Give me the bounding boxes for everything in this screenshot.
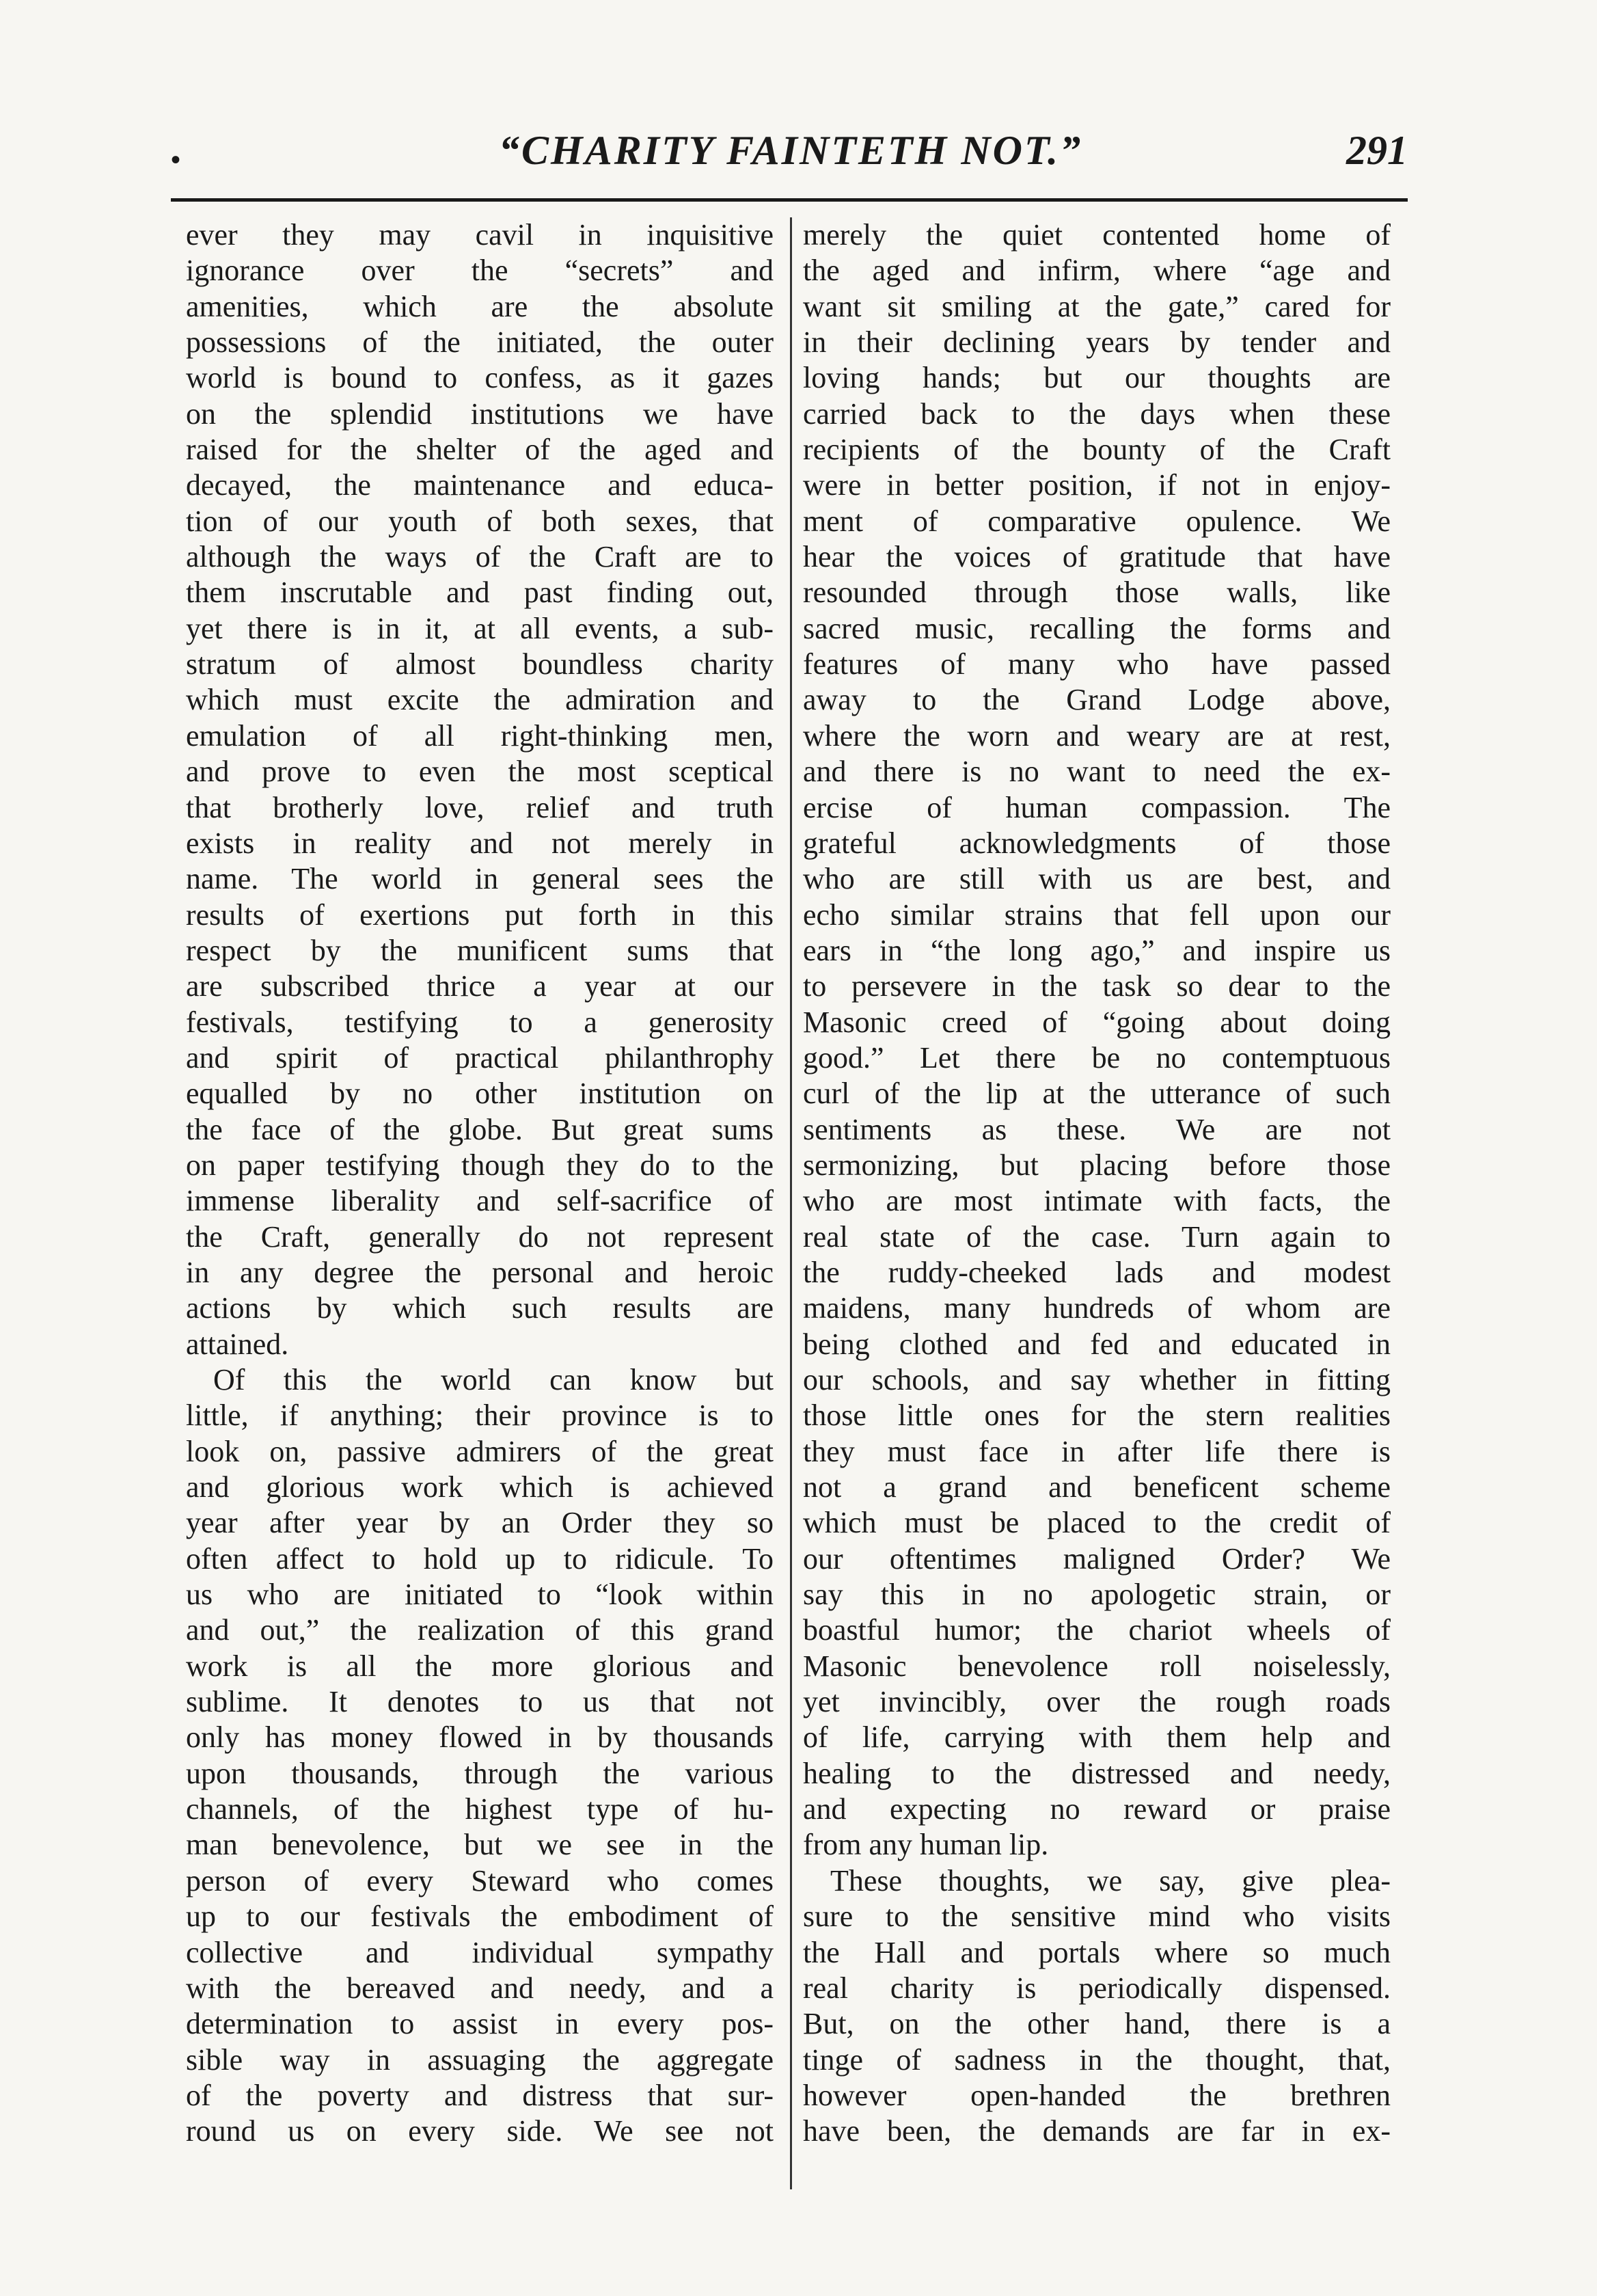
text-line: to persevere in the task so dear to the bbox=[803, 969, 1391, 1003]
text-line: upon thousands, through the various bbox=[186, 1756, 774, 1790]
text-line: and expecting no reward or praise bbox=[803, 1792, 1391, 1826]
text-line: round us on every side. We see not bbox=[186, 2114, 774, 2148]
header-rule bbox=[171, 198, 1408, 202]
text-line: man benevolence, but we see in the bbox=[186, 1828, 774, 1862]
text-line: good.” Let there be no contemptuous bbox=[803, 1040, 1391, 1075]
text-line: determination to assist in every pos- bbox=[186, 2007, 774, 2041]
text-line: ever they may cavil in inquisitive bbox=[186, 218, 774, 252]
text-line: attained. bbox=[186, 1327, 289, 1361]
text-line: Of this the world can know but bbox=[213, 1363, 774, 1396]
text-line: hear the voices of gratitude that have bbox=[803, 540, 1391, 574]
text-line: although the ways of the Craft are to bbox=[186, 540, 774, 574]
text-line: But, on the other hand, there is a bbox=[803, 2007, 1391, 2041]
text-line: and there is no want to need the ex- bbox=[803, 755, 1391, 789]
text-line: say this in no apologetic strain, or bbox=[803, 1578, 1391, 1612]
text-line: stratum of almost boundless charity bbox=[186, 647, 774, 681]
text-line: year after year by an Order they so bbox=[186, 1506, 774, 1540]
text-line: boastful humor; the chariot wheels of bbox=[803, 1613, 1391, 1647]
text-line: the Hall and portals where so much bbox=[803, 1935, 1391, 1969]
text-line: sible way in assuaging the aggregate bbox=[186, 2042, 774, 2077]
text-line: are subscribed thrice a year at our bbox=[186, 969, 774, 1003]
text-line: sacred music, recalling the forms and bbox=[803, 611, 1391, 645]
text-line: look on, passive admirers of the great bbox=[186, 1434, 774, 1468]
text-line: from any human lip. bbox=[803, 1828, 1049, 1862]
text-line: sublime. It denotes to us that not bbox=[186, 1685, 774, 1719]
text-line: resounded through those walls, like bbox=[803, 576, 1391, 610]
text-line: in any degree the personal and heroic bbox=[186, 1255, 774, 1289]
text-line: Masonic creed of “going about doing bbox=[803, 1005, 1391, 1039]
text-line: on the splendid institutions we have bbox=[186, 396, 774, 431]
text-line: real charity is periodically dispensed. bbox=[803, 1971, 1391, 2005]
text-line: echo similar strains that fell upon our bbox=[803, 897, 1391, 932]
text-line: often affect to hold up to ridicule. To bbox=[186, 1541, 774, 1576]
text-line: little, if anything; their province is to bbox=[186, 1399, 774, 1433]
text-line: exists in reality and not merely in bbox=[186, 826, 774, 860]
column-divider bbox=[790, 217, 792, 2189]
text-line: grateful acknowledgments of those bbox=[803, 826, 1391, 860]
text-line: ears in “the long ago,” and inspire us bbox=[803, 933, 1391, 967]
text-line: person of every Steward who comes bbox=[186, 1863, 774, 1897]
text-line: of the poverty and distress that sur- bbox=[186, 2078, 774, 2112]
text-line: raised for the shelter of the aged and bbox=[186, 433, 774, 467]
text-line: being clothed and fed and educated in bbox=[803, 1327, 1391, 1361]
text-line: ment of comparative opulence. We bbox=[803, 504, 1391, 538]
text-line: away to the Grand Lodge above, bbox=[803, 683, 1391, 717]
text-line: with the bereaved and needy, and a bbox=[186, 1971, 774, 2005]
text-line: who are most intimate with facts, the bbox=[803, 1184, 1391, 1218]
text-line: those little ones for the stern realities bbox=[803, 1399, 1391, 1433]
text-line: sure to the sensitive mind who visits bbox=[803, 1900, 1391, 1934]
text-line: were in better position, if not in enjoy- bbox=[803, 468, 1391, 502]
text-line: yet there is in it, at all events, a sub- bbox=[186, 611, 774, 645]
text-line: our schools, and say whether in fitting bbox=[803, 1363, 1391, 1396]
text-line: ercise of human compassion. The bbox=[803, 790, 1391, 824]
text-line: tion of our youth of both sexes, that bbox=[186, 504, 774, 538]
page-number: 291 bbox=[1346, 128, 1408, 173]
page-header bbox=[171, 123, 1408, 185]
text-line: and glorious work which is achieved bbox=[186, 1470, 774, 1504]
text-line: our oftentimes maligned Order? We bbox=[803, 1541, 1391, 1576]
text-line: only has money flowed in by thousands bbox=[186, 1720, 774, 1755]
text-line: emulation of all right-thinking men, bbox=[186, 718, 774, 753]
text-line: that brotherly love, relief and truth bbox=[186, 790, 774, 824]
text-line: work is all the more glorious and bbox=[186, 1649, 774, 1683]
text-line: decayed, the maintenance and educa- bbox=[186, 468, 774, 502]
text-line: sentiments as these. We are not bbox=[803, 1112, 1391, 1146]
text-line: immense liberality and self-sacrifice of bbox=[186, 1184, 774, 1218]
text-line: which must be placed to the credit of bbox=[803, 1506, 1391, 1540]
header-mark: • bbox=[171, 144, 181, 175]
text-line: on paper testifying though they do to the bbox=[186, 1148, 774, 1182]
text-line: them inscrutable and past finding out, bbox=[186, 576, 774, 610]
text-line: of life, carrying with them help and bbox=[803, 1720, 1391, 1755]
text-line: where the worn and weary are at rest, bbox=[803, 718, 1391, 753]
text-line: amenities, which are the absolute bbox=[186, 289, 774, 323]
text-line: they must face in after life there is bbox=[803, 1434, 1391, 1468]
text-line: real state of the case. Turn again to bbox=[803, 1219, 1391, 1254]
text-line: have been, the demands are far in ex- bbox=[803, 2114, 1391, 2148]
text-line: and prove to even the most sceptical bbox=[186, 755, 774, 789]
text-line: possessions of the initiated, the outer bbox=[186, 325, 774, 360]
text-line: name. The world in general sees the bbox=[186, 862, 774, 896]
text-line: sermonizing, but placing before those bbox=[803, 1148, 1391, 1182]
text-line: and out,” the realization of this grand bbox=[186, 1613, 774, 1647]
text-line: the Craft, generally do not represent bbox=[186, 1219, 774, 1254]
text-line: the face of the globe. But great sums bbox=[186, 1112, 774, 1146]
text-line: channels, of the highest type of hu- bbox=[186, 1792, 774, 1826]
text-line: loving hands; but our thoughts are bbox=[803, 361, 1391, 395]
text-line: equalled by no other institution on bbox=[186, 1077, 774, 1111]
text-line: however open-handed the brethren bbox=[803, 2078, 1391, 2112]
text-line: collective and individual sympathy bbox=[186, 1935, 774, 1969]
text-line: results of exertions put forth in this bbox=[186, 897, 774, 932]
text-line: curl of the lip at the utterance of such bbox=[803, 1077, 1391, 1111]
running-title: “CHARITY FAINTETH NOT.” bbox=[499, 128, 1083, 173]
text-line: up to our festivals the embodiment of bbox=[186, 1900, 774, 1934]
text-line: world is bound to confess, as it gazes bbox=[186, 361, 774, 395]
text-line: not a grand and beneficent scheme bbox=[803, 1470, 1391, 1504]
text-line: in their declining years by tender and bbox=[803, 325, 1391, 360]
text-line: who are still with us are best, and bbox=[803, 862, 1391, 896]
text-line: us who are initiated to “look within bbox=[186, 1578, 774, 1612]
text-line: the ruddy-cheeked lads and modest bbox=[803, 1255, 1391, 1289]
text-line: yet invincibly, over the rough roads bbox=[803, 1685, 1391, 1719]
text-line: respect by the munificent sums that bbox=[186, 933, 774, 967]
text-line: ignorance over the “secrets” and bbox=[186, 254, 774, 288]
text-line: want sit smiling at the gate,” cared for bbox=[803, 289, 1391, 323]
text-line: recipients of the bounty of the Craft bbox=[803, 433, 1391, 467]
text-line: carried back to the days when these bbox=[803, 396, 1391, 431]
text-line: healing to the distressed and needy, bbox=[803, 1756, 1391, 1790]
text-line: tinge of sadness in the thought, that, bbox=[803, 2042, 1391, 2077]
text-line: festivals, testifying to a generosity bbox=[186, 1005, 774, 1039]
text-line: maidens, many hundreds of whom are bbox=[803, 1291, 1391, 1325]
text-line: and spirit of practical philanthrophy bbox=[186, 1040, 774, 1075]
left-column bbox=[186, 217, 774, 2150]
text-line: the aged and infirm, where “age and bbox=[803, 254, 1391, 288]
text-line: which must excite the admiration and bbox=[186, 683, 774, 717]
text-line: These thoughts, we say, give plea- bbox=[830, 1863, 1391, 1897]
text-line: merely the quiet contented home of bbox=[803, 218, 1391, 252]
right-column bbox=[803, 217, 1391, 2150]
text-line: Masonic benevolence roll noiselessly, bbox=[803, 1649, 1391, 1683]
text-line: actions by which such results are bbox=[186, 1291, 774, 1325]
text-line: features of many who have passed bbox=[803, 647, 1391, 681]
